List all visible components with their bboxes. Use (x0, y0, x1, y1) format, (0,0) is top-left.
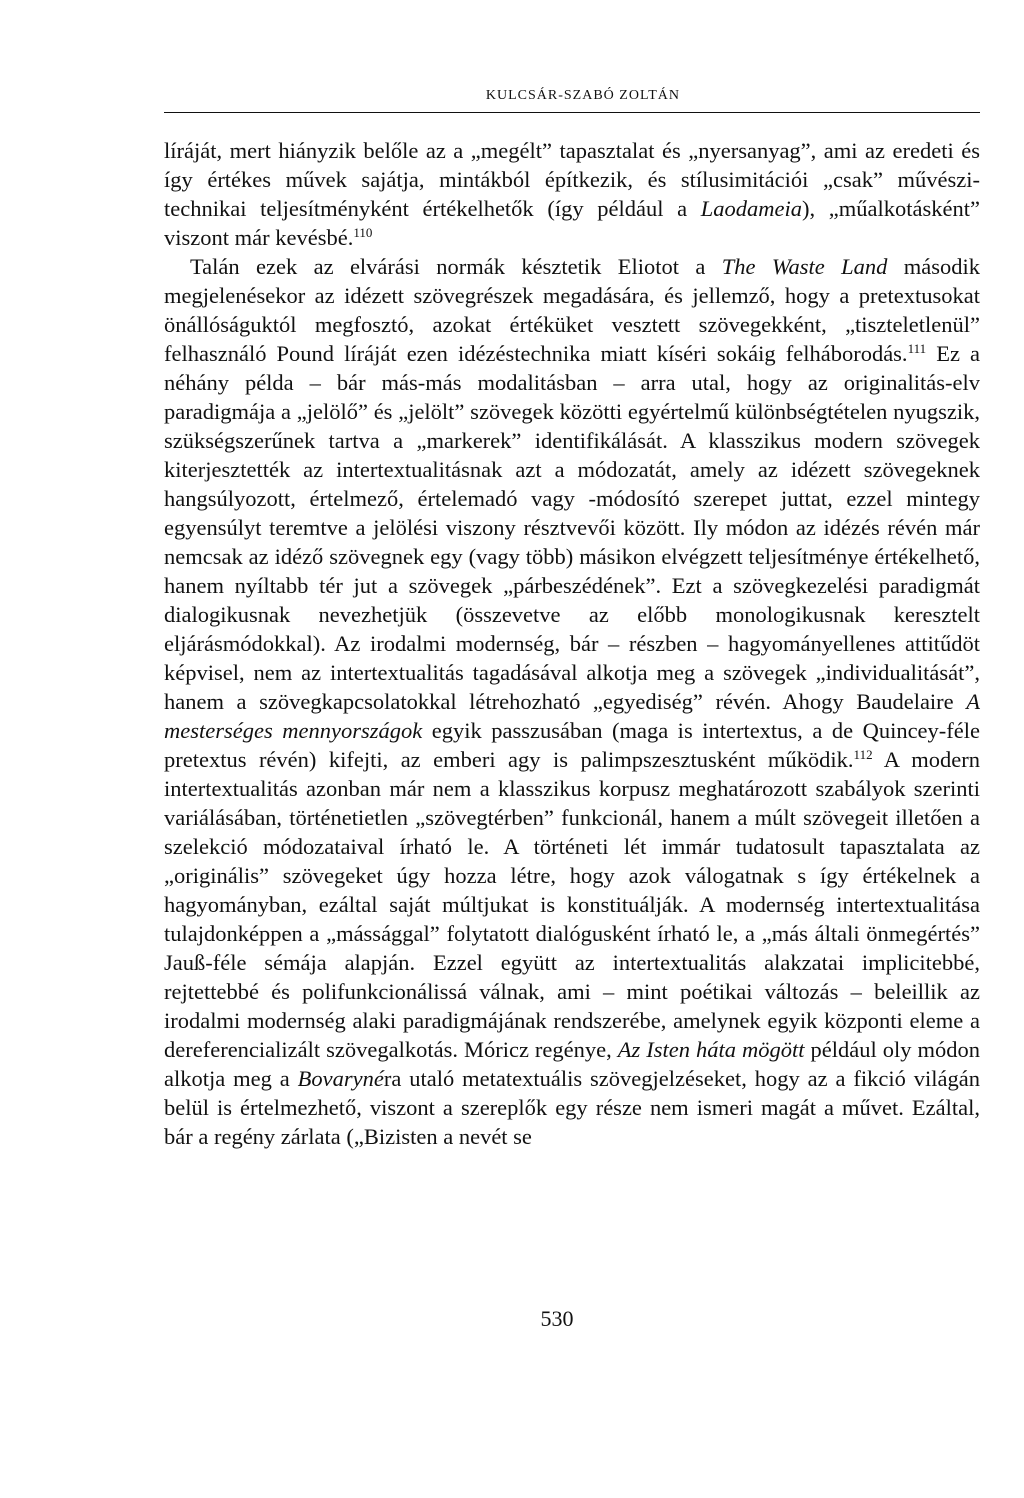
text-run: Ez a néhány példa – bár más-más modalitásban – arra utal, hogy az originalitás-elv paradigmája a „jelölő” és „jelölt” szövegek közötti egyértelmű különbségtételen nyugszik, szükségszerűnek tartva a „markerek” identifikálását. A klasszikus modern szövegek kiterjesztették az intertextualitásnak azt a módozatát, amely az idézett szövegeknek hangsúlyozott, értelmező, értelemadó vagy -módosító szerepet juttat, ezzel mintegy egyensúlyt teremtve a jelölési viszony résztvevői között. Ily módon az idézés révén már nemcsak az idéző szövegnek egy (vagy több) másikon elvégzett teljesítménye értékelhető, hanem nyíltabb tér jut a szövegek „párbeszédének”. Ezt a szövegkezelési paradigmát dialogikusnak nevezhetjük (összevetve az előbb monologikusnak keresztelt eljárásmódokkal). Az irodalmi modernség, bár – részben – hagyományellenes attitűdöt képvisel, nem az intertextualitás tagadásával alkotja meg a szövegek „individualitását”, hanem a szövegkapcsolatokkal létrehozható „egyediség” révén. Ahogy Baudelaire (164, 341, 980, 714)
text-run: ra utaló metatextuális szövegjelzéseket, hogy az a fikció világán belül is értelmezhető, viszont a szereplők egy része nem ismeri magát a művet. Ezáltal, bár a regény zárlata („Bizisten a nevét se (164, 1066, 980, 1149)
header-rule (164, 112, 980, 113)
text-run: egyik passzusában (maga is intertextus, a de Quincey-féle pretextus révén) kifejti, az emberi agy is palimpszesztusként működik. (164, 718, 981, 772)
italic-title: A mesterséges mennyországok (164, 689, 980, 743)
italic-title: Bovaryné (297, 1066, 384, 1091)
running-head-title: KULCSÁR-SZABÓ ZOLTÁN (485, 88, 680, 103)
running-head (164, 88, 980, 104)
italic-title: The Waste Land (721, 254, 888, 279)
page-number-footer (164, 1306, 980, 1332)
text-run: ), „műalkotásként” viszont már kevésbé. (164, 196, 981, 250)
italic-title: Az Isten háta mögött (617, 1037, 805, 1062)
paragraph-p1 (164, 136, 980, 252)
body-text (164, 136, 980, 1151)
paragraph-p2 (164, 252, 980, 1151)
italic-title: Laodameia (700, 196, 803, 221)
text-run: második megjelenésekor az idézett szövegrészek megadására, és jellemző, hogy a pretextusokat önállóságuktól megfosztó, azokat értéküket vesztett szövegekként, „tiszteletlenül” felhasználó Pound líráját ezen idézéstechnika miatt kíséri sokáig felháborodás. (164, 254, 981, 366)
text-run: líráját, mert hiányzik belőle az a „megélt” tapasztalat és „nyersanyag”, ami az eredeti és így értékes művek sajátja, mintákból építkezik, és stílusimitációi „csak” művészi-technikai teljesítményként értékelhetők (így például a (164, 138, 980, 221)
text-run: A modern intertextualitás azonban már nem a klasszikus korpusz meghatározott szabályok szerinti variálásában, történetietlen „szövegtérben” funkcionál, hanem a múlt szövegeit illetően a szelekció módozataival írható le. A történeti lét immár tudatosult tapasztalata az „originális” szövegeket úgy hozza létre, hogy azok válogatnak s így értékelnek a hagyományban, ezáltal saját múltjukat is konstituálják. A modernség intertextualitása tulajdonképpen a „mássággal” folytatott dialógusként írható le, a „más általi önmegértés” Jauß-féle sémája alapján. Ezzel együtt az intertextualitás alakzatai implicitebbé, rejtettebbé és polifunkcionálissá válnak, ami – mint poétikai változás – beleillik az irodalmi modernség alaki paradigmájának rendszerébe, amelynek egyik központi eleme a dereferencializált szövegalkotás. Móricz regénye, (164, 747, 981, 1062)
footnote-marker: 111 (907, 341, 927, 356)
book-page (164, 0, 980, 1498)
text-run: Talán ezek az elvárási normák késztetik Eliotot a (190, 254, 722, 279)
text-run: például oly módon alkotja meg a (164, 1037, 980, 1091)
footnote-marker: 110 (353, 225, 373, 240)
footnote-marker: 112 (853, 747, 873, 762)
page-number: 530 (540, 1306, 574, 1331)
